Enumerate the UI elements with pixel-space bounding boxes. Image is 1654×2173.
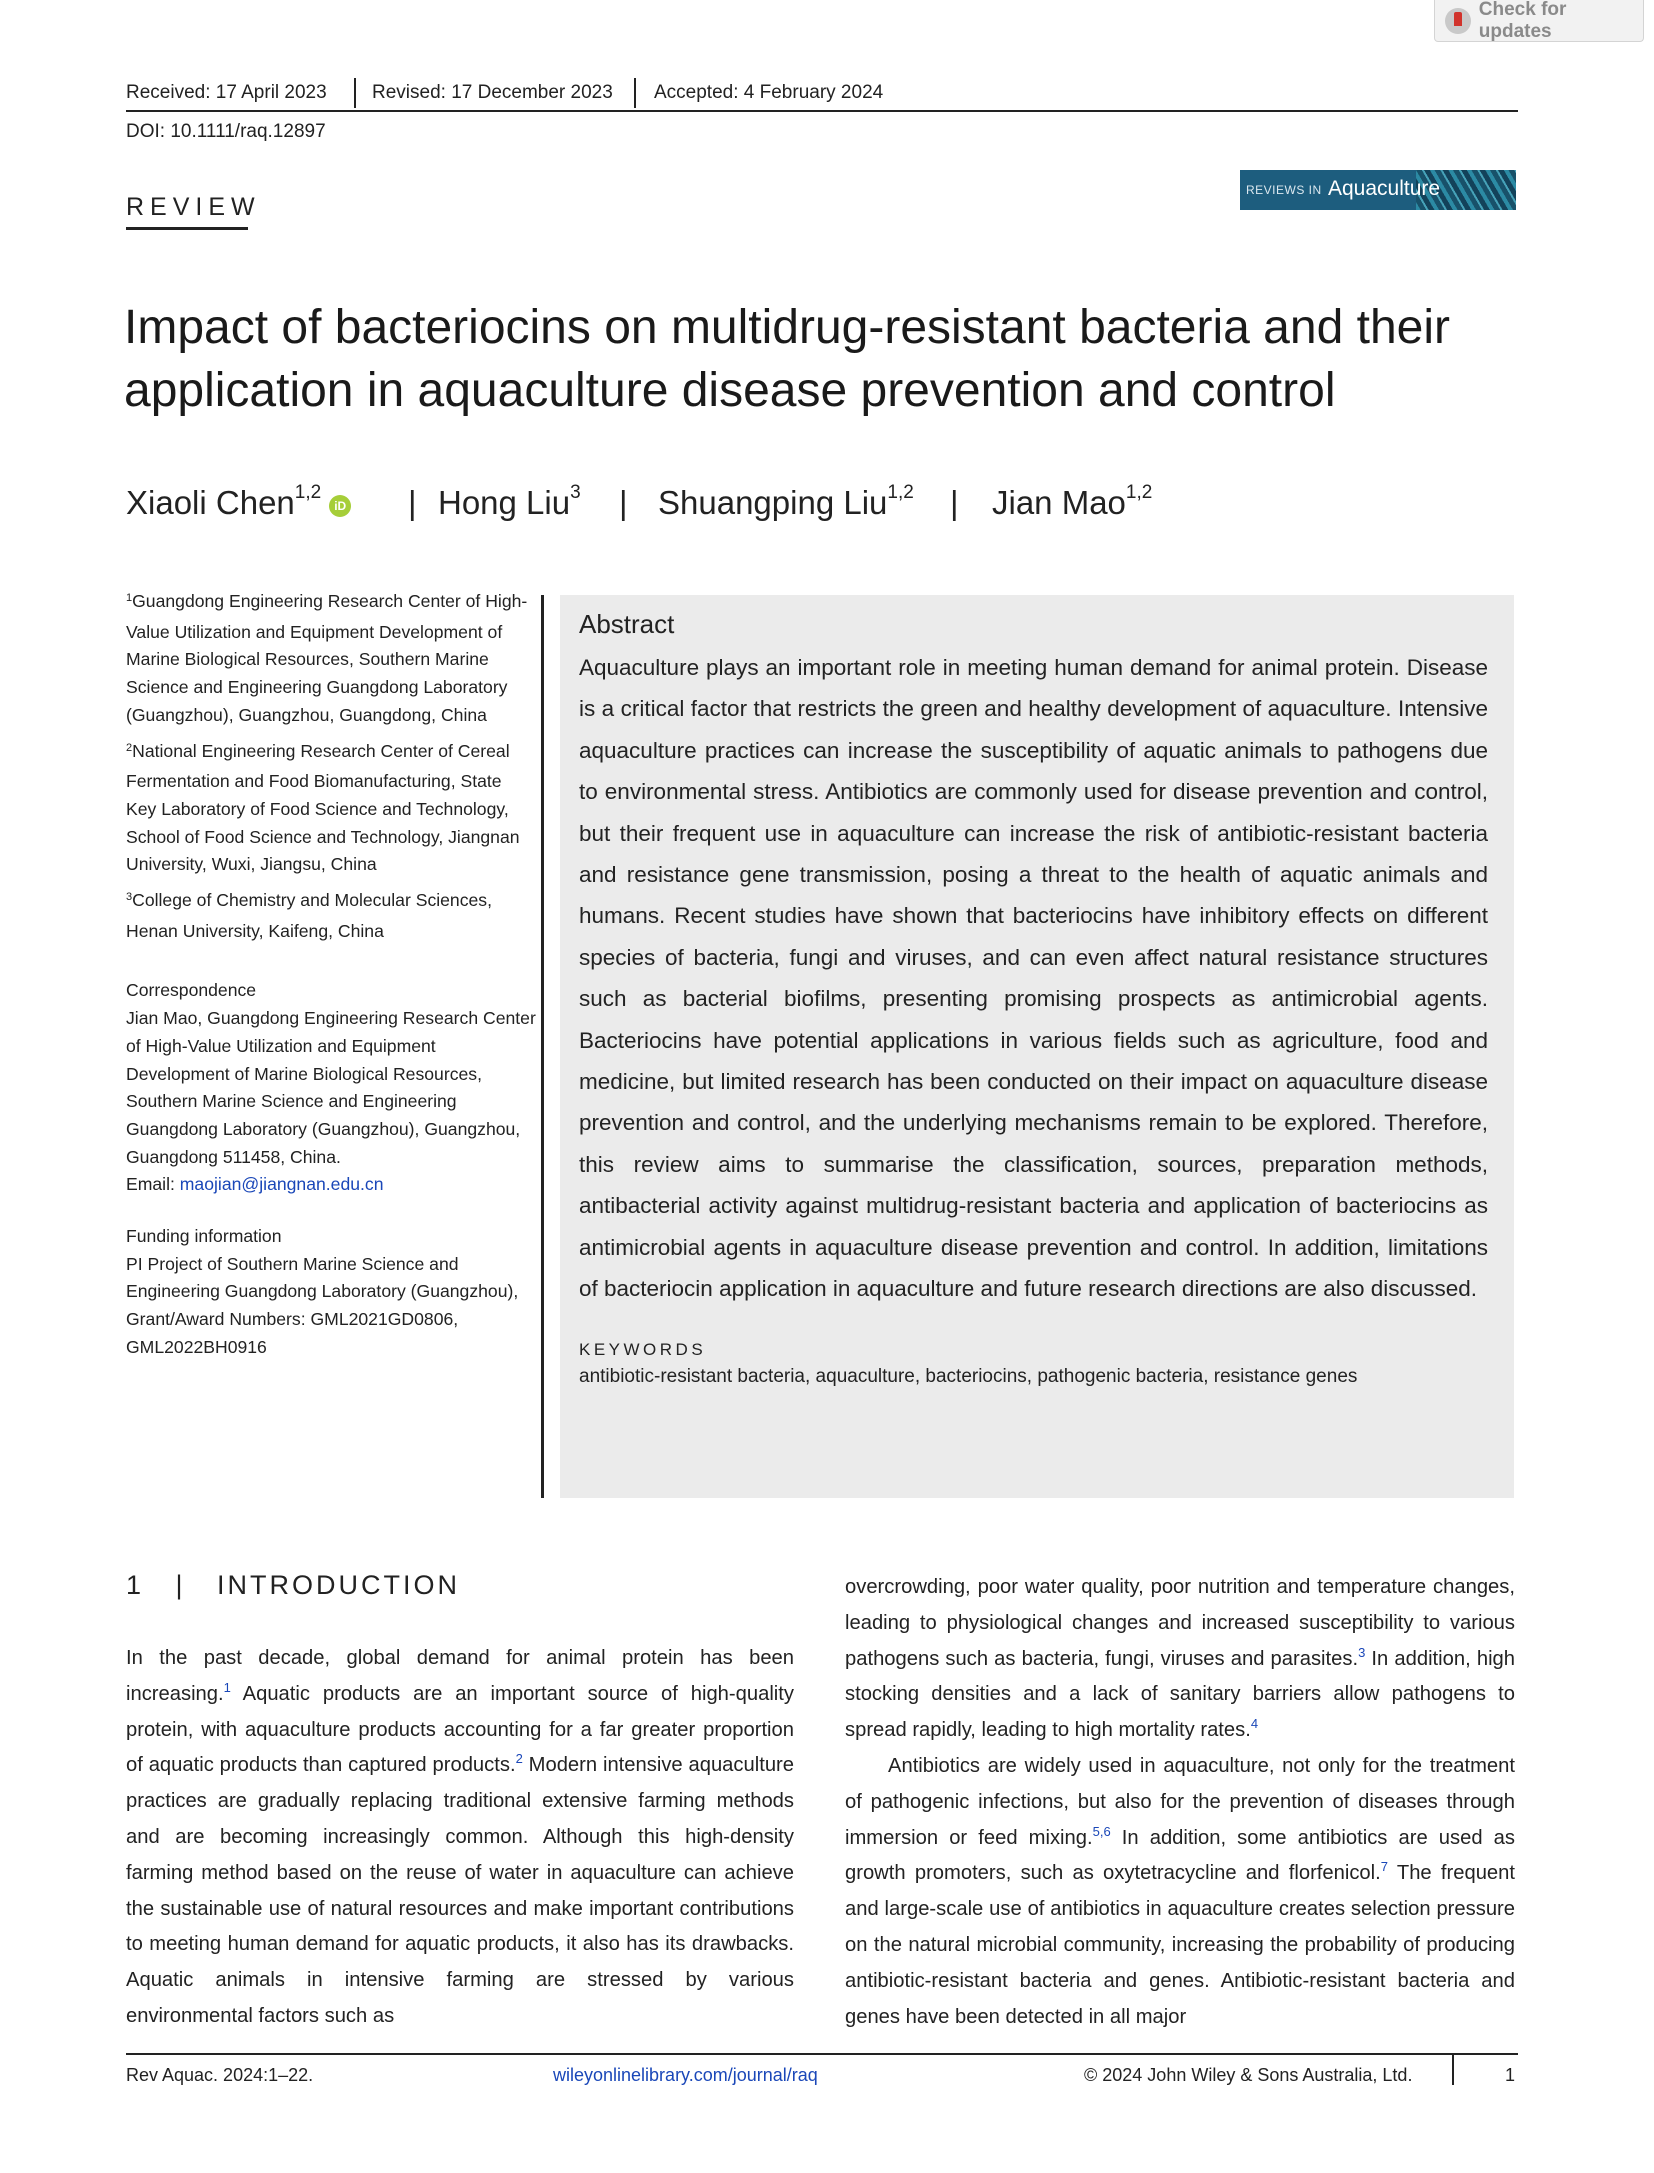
bookmark-icon bbox=[1445, 8, 1471, 34]
affiliation bbox=[126, 887, 536, 945]
divider bbox=[634, 78, 636, 108]
text-run: The frequent and large-scale use of antibiotics in aquaculture creates selection pressure on the natural microbial community, increasing the probability of producing antibiotic-resistant bacteria and genes. Antibiotic-resistant bacteria and genes have been detected in all major bbox=[845, 1862, 1515, 2028]
correspondence-email bbox=[126, 1171, 536, 1199]
affiliation-text: National Engineering Research Center of Cereal Fermentation and Food Biomanufacturing, State Key Laboratory of Food Science and Technology, School of Food Science and Technology, Jiangnan University, Wuxi, Jiangsu, China bbox=[126, 740, 520, 875]
author-separator: | bbox=[950, 484, 959, 521]
author-name: Xiaoli Chen bbox=[126, 484, 295, 521]
correspondence-heading: Correspondence bbox=[126, 980, 257, 1001]
column-divider bbox=[541, 595, 544, 1498]
title-line: Impact of bacteriocins on multidrug-resistant bacteria and their bbox=[124, 301, 1450, 354]
author[interactable] bbox=[658, 484, 914, 522]
affiliation-number: 3 bbox=[126, 891, 133, 904]
author-separator: | bbox=[619, 484, 628, 521]
footer-rule bbox=[126, 2053, 1518, 2055]
paragraph bbox=[845, 1749, 1515, 2035]
author[interactable] bbox=[126, 484, 351, 522]
journal-logo bbox=[1240, 170, 1516, 210]
affiliation-number: 1 bbox=[126, 592, 133, 604]
divider bbox=[354, 78, 356, 108]
author-affiliation-ref: 1,2 bbox=[1125, 482, 1153, 503]
funding-heading: Funding information bbox=[126, 1226, 282, 1247]
body-column-right bbox=[845, 1570, 1515, 2035]
article-info-column bbox=[126, 588, 536, 1362]
affiliation bbox=[126, 588, 536, 730]
author[interactable] bbox=[992, 484, 1152, 522]
check-for-updates-label: Check for updates bbox=[1478, 0, 1567, 42]
keywords-heading: KEYWORDS bbox=[579, 1339, 707, 1359]
citation-link[interactable]: 3 bbox=[1358, 1644, 1366, 1660]
title-line: application in aquaculture disease prevention and control bbox=[124, 364, 1336, 417]
text-run: Aquatic products are an important source of high-quality protein, with aquaculture products accounting for a far greater proportion of aquatic products than captured products. bbox=[126, 1682, 794, 1777]
history-dates bbox=[126, 82, 1518, 112]
revised-date: Revised: 17 December 2023 bbox=[372, 82, 613, 103]
author-name: Hong Liu bbox=[438, 484, 571, 521]
affiliation bbox=[126, 738, 536, 880]
author-name: Shuangping Liu bbox=[658, 484, 888, 521]
author-affiliation-ref: 1,2 bbox=[294, 482, 322, 503]
paragraph bbox=[845, 1570, 1515, 1749]
affiliation-text: Guangdong Engineering Research Center of High-Value Utilization and Equipment Development of Marine Biological Resources, Southern Marine Science and Engineering Guangdong Laboratory (Guangzhou), Guangzhou, Guangdong, China bbox=[126, 591, 528, 725]
citation-link[interactable]: 4 bbox=[1250, 1716, 1259, 1732]
text-run: In addition, high stocking densities and a lack of sanitary barriers allow pathogens to spread rapidly, leading to high mortality rates. bbox=[845, 1647, 1516, 1742]
funding-text: PI Project of Southern Marine Science and Engineering Guangdong Laboratory (Guangzhou), Grant/Award Numbers: GML2021GD0806, GML2022BH0916 bbox=[126, 1253, 519, 1357]
accepted-date: Accepted: 4 February 2024 bbox=[654, 82, 884, 103]
body-column-left bbox=[126, 1641, 794, 2035]
author-affiliation-ref: 3 bbox=[570, 482, 581, 503]
affiliation-number: 2 bbox=[126, 741, 133, 754]
keywords: antibiotic-resistant bacteria, aquaculture, bacteriocins, pathogenic bacteria, resistance genes bbox=[579, 1365, 1358, 1387]
journal-url[interactable] bbox=[553, 2065, 818, 2086]
journal-name: Aquaculture bbox=[1328, 177, 1441, 200]
received-date: Received: 17 April 2023 bbox=[126, 82, 327, 103]
abstract-box bbox=[560, 595, 1514, 1498]
abstract-heading: Abstract bbox=[579, 609, 675, 639]
author-name: Jian Mao bbox=[992, 484, 1126, 521]
text-run: overcrowding, poor water quality, poor nutrition and temperature changes, leading to physiological changes and increased susceptibility to various pathogens such as bacteria, fungi, viruses and parasites. bbox=[845, 1576, 1515, 1670]
journal-url-link[interactable]: wileyonlinelibrary.com/journal/raq bbox=[553, 2065, 818, 2085]
text-run: Modern intensive aquaculture practices are gradually replacing traditional extensive farming methods and are becoming increasingly common. Although this high-density farming method based on the reuse of water in aquaculture can achieve the sustainable use of natural resources and make important contributions to meeting human demand for aquatic products, it also has its drawbacks. Aquatic animals in intensive farming are stressed by various environmental factors such as bbox=[126, 1754, 795, 2027]
orcid-icon[interactable]: iD bbox=[329, 495, 351, 517]
author-affiliation-ref: 1,2 bbox=[887, 482, 914, 503]
footer-divider bbox=[1452, 2055, 1454, 2085]
journal-prefix: REVIEWS IN bbox=[1246, 183, 1322, 197]
correspondence-text: Jian Mao, Guangdong Engineering Research Center of High-Value Utilization and Equipment Development of Marine Biological Resources, Southern Marine Science and Engineering Guangdong Laboratory (Guangzhou), Guangzhou, Guangdong 511458, China. bbox=[126, 1008, 536, 1167]
text-run: Antibiotics are widely used in aquaculture, not only for the treatment of pathogenic infections, but also for the prevention of diseases through immersion or feed mixing. bbox=[845, 1754, 1515, 1849]
header-rule bbox=[126, 110, 1518, 112]
author[interactable] bbox=[438, 484, 581, 522]
article-type-underline bbox=[126, 227, 248, 230]
affiliation-text: College of Chemistry and Molecular Sciences, Henan University, Kaifeng, China bbox=[126, 890, 492, 941]
paragraph bbox=[126, 1641, 794, 2035]
article-type: REVIEW bbox=[126, 193, 261, 221]
author-separator: | bbox=[408, 484, 417, 521]
page-number: 1 bbox=[1505, 2065, 1516, 2085]
citation-link[interactable]: 7 bbox=[1380, 1859, 1388, 1875]
text-run: In the past decade, global demand for animal protein has been increasing. bbox=[126, 1647, 794, 1705]
check-for-updates-button[interactable] bbox=[1434, 0, 1644, 42]
section-heading: 1 | INTRODUCTION bbox=[126, 1570, 461, 1600]
text-run: In addition, some antibiotics are used as growth promoters, such as oxytetracycline and florfenicol. bbox=[845, 1826, 1515, 1885]
copyright: © 2024 John Wiley & Sons Australia, Ltd. bbox=[1084, 2065, 1413, 2085]
citation-link[interactable]: 2 bbox=[515, 1751, 523, 1767]
citation-link[interactable]: 1 bbox=[223, 1679, 231, 1695]
abstract-text: Aquaculture plays an important role in meeting human demand for animal protein. Disease is a critical factor that restricts the green and healthy development of aquaculture. Intensive aquaculture practices can increase the susceptibility of aquatic animals to pathogens due to environmental stress. Antibiotics are commonly used for disease prevention and control, but their frequent use in aquaculture can increase the risk of antibiotic-resistant bacteria and resistance gene transmission, posing a threat to the health of aquatic animals and humans. Recent studies have shown that bacteriocins have inhibitory effects on different species of bacteria, fungi and viruses, and can even affect natural resistance structures such as bacterial biofilms, presenting promising prospects as antimicrobial agents. Bacteriocins have potential applications in various fields such as agriculture, food and medicine, but limited research has been conducted on their impact on aquaculture disease prevention and control, and the underlying mechanisms remain to be explored. Therefore, this review aims to summarise the classification, sources, preparation methods, antibacterial activity against multidrug-resistant bacteria and application of bacteriocins as antimicrobial agents in aquaculture disease prevention and control. In addition, limitations of bacteriocin application in aquaculture and future research directions are also discussed. bbox=[579, 655, 1488, 1302]
citation: Rev Aquac. 2024:1–22. bbox=[126, 2065, 314, 2085]
citation-link[interactable]: 5,6 bbox=[1092, 1823, 1111, 1839]
article-title bbox=[124, 296, 1524, 422]
doi[interactable]: DOI: 10.1111/raq.12897 bbox=[126, 121, 326, 142]
email-label: Email: bbox=[126, 1174, 180, 1195]
email-link[interactable]: maojian@jiangnan.edu.cn bbox=[179, 1174, 384, 1195]
